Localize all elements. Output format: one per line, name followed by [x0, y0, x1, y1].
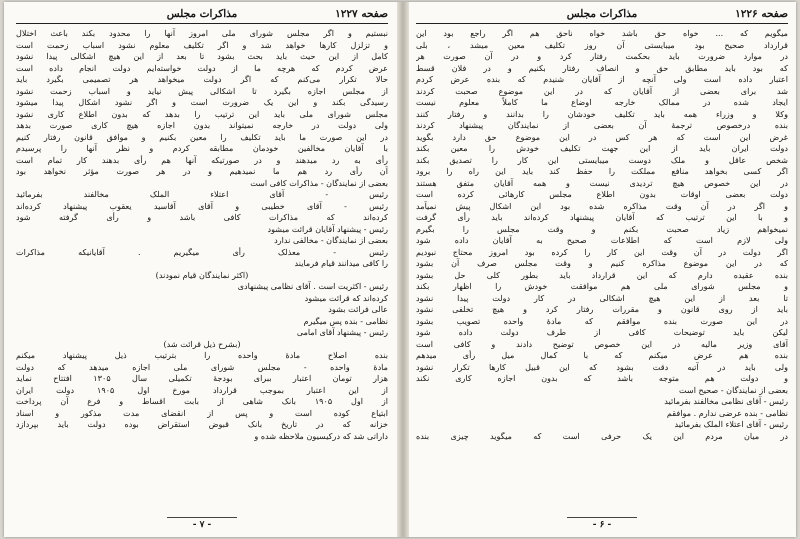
left-page-number: صفحه ۱۲۲۷ [335, 8, 388, 20]
text-line: را کافی میدانند قیام فرمایند [294, 258, 388, 268]
text-line: (اکثر نمایندگان قیام نمودند) [155, 269, 249, 280]
text-line: وکلا و وزراء همه باید تکلیف خودشان را بدانند و رفتار کنند [416, 108, 788, 119]
text-line: قرارداد صحیح بود میبایستی آن روز تکلیف معین میشد ، بلی [416, 39, 788, 50]
text-line: رئیس - آقای نظامی مخالفند بفرمائید [664, 396, 788, 406]
left-page-running-title: مذاکرات مجلس [166, 8, 238, 20]
text-line: ولی دولت در خارجه نمیتواند بدون اجازه هیچ کاری صورت بدهد [16, 120, 388, 130]
text-line: رئیس - پیشنهاد آقایان قرائت میشود [267, 223, 388, 234]
text-line: نبستیم و اگر مجلس شورای ملی امروز آنها را محدود بکند باعث اختلال [16, 28, 388, 38]
text-line: ولی لازم است که اطلاعات صحیح به آقایان داده شود [416, 235, 788, 245]
text-line: بعضی از نمایندگان - صحیح است [678, 384, 788, 395]
book-spread [4, 2, 796, 537]
text-line: رئیس - اکثریت است . آقای نظامی پیشنهادی [237, 281, 388, 291]
text-line: اعتبار داده است ولی آنچه از آقایان شنیدم که بنده عرض کردم [416, 74, 788, 84]
text-line: رئیس - آقای اعتلاء الملک مخالفند بفرمائید [16, 189, 388, 199]
text-line: در میان مردم این یک حرفی است که میگوید چیزی بنده [416, 430, 788, 441]
text-line: که بود باید مطابق حق و انصاف رفتار بکنیم و در فلان قسط [416, 62, 788, 73]
text-line: با آقایان مخالفین خودمان مطابقه کردم و نظر آنها را پرسیدم [16, 143, 388, 153]
right-page-header [416, 8, 788, 24]
text-line: ایجاد شده در ممالک خارجه اوضاع ما کاملاً معلوم نیست [416, 97, 788, 107]
text-line: میگویم که ... خواه حق باشد خواه ناحق هم اگر راجع بود این [416, 28, 788, 38]
text-line: خزانه که در تاریخ بانک قبوض استقراض بوده دولت باید بپردازد [16, 419, 388, 429]
text-line: و دولت هم متوجه باشد که بدون اجازه کاری نکند [416, 373, 788, 383]
text-line: در این صورت بنده موافقم که مادهٔ واحده تصویب بشود [416, 315, 788, 326]
text-line: بعضی از نمایندگان - مخالفی ندارد [274, 235, 388, 245]
left-page-footer: - ۷ - [16, 517, 388, 530]
text-line: از اول ۱۹۰۵ بانک شاهی از بابت اقساط و فرع آن پرداخت [16, 396, 388, 406]
text-line: شد برای بعضی از آقایان که در این موضوع صحبت کردند [416, 85, 788, 96]
text-line: دولت ایران باید از این جهت تکلیف خودش را معین بکند [416, 143, 788, 153]
text-line: بنده عقیده دارم که این قرارداد باید بطور کلی حل بشود [416, 269, 788, 280]
text-line: رئیس - پیشنهاد آقای امامی [296, 327, 388, 337]
text-line: عرض کردم که هرچه ما از دولت خواسته‌ایم دولت انجام داده است [16, 62, 388, 73]
text-line: و مجلس شورای ملی هم موافقت خودش را اظهار بکند [416, 281, 788, 291]
text-line: رأی به رد میدهند و در صورتیکه آنها هم رأی بدهند کار تمام است [16, 154, 388, 165]
text-line: اگر کسی بخواهد منافع مملکت را حفظ کند باید این راه را برود [416, 166, 788, 176]
text-line: آقای وزیر مالیه در این خصوص توضیح دادند و کافی است [416, 338, 788, 349]
text-line: باید از روی قانون و مقررات رفتار کرد و هیچ تخلفی نشود [416, 304, 788, 314]
text-line: مادهٔ واحده - مجلس شورای ملی اجازه میدهد که دولت [16, 361, 388, 372]
left-page-header [16, 8, 388, 24]
text-line: ابتیاع کوده است و پس از انقضای مدت مذکور و اسناد [16, 407, 388, 418]
right-page-body [416, 28, 788, 442]
text-line: هزار تومان اعتبار ببرای بودجهٔ تکمیلی سال ۱۳۰۵ افتتاح نماید [16, 373, 388, 383]
text-line: آن رأی رد هم ما نمیدهیم و در هر صورت مؤثر نخواهد بود [16, 166, 388, 176]
text-line: اگر دولت در آن وقت این کار را کرده بود امروز محتاج نبودیم [416, 246, 788, 257]
text-line: رئیس - آقای خطیبی و آقای آقاسید یعقوب پیشنهاد کرده‌اند [16, 200, 388, 211]
left-page-body [16, 28, 388, 442]
text-line: نظامی - بنده پس میگیرم [303, 315, 388, 326]
left-page [16, 8, 388, 530]
text-line: شخص عاقل و ملک دوست میبایستی این کار را تصدیق بکند [416, 154, 788, 165]
text-line: در موارد ضرورت باید بحکمت رفتار کرد و در آن صورت هر [416, 51, 788, 61]
text-line: عالی فرائت بشود [328, 304, 388, 314]
right-page-number: صفحه ۱۲۲۶ [735, 8, 788, 20]
text-line: از مجلس اجازه بگیرد تا اشکالی پیش نیاید و اسباب زحمت نشود [16, 85, 388, 96]
text-line: حالا تکرار می‌کنم که اگر دولت میخواهد هر تصمیمی بگیرد باید [16, 74, 388, 84]
text-line: غرض این است که هر کس در این موضوع حق دارد بگوید [416, 131, 788, 142]
text-line: و با این ترتیب که آقایان پیشنهاد کرده‌اند باید رأی گرفت [416, 212, 788, 222]
text-line: لیکن باید توضیحات کافی از طرف دولت داده شود [416, 327, 788, 337]
text-line: در این خصوص هیچ تردیدی نیست و همه آقایان متفق هستند [416, 177, 788, 188]
text-line: ولی باید در آتیه دقت بشود که این قبیل کارها تکرار نشود [416, 361, 788, 372]
text-line: در این صورت ما باید تکلیف را معین بکنیم و موافق قانون رفتار کنیم [16, 131, 388, 142]
text-line: از این اعتبار بموجب قرارداد مورخ اول ۱۹۰۵ دولت ایران [16, 384, 388, 395]
text-line: نظامی - بنده عرضی ندارم . موافقم [666, 407, 788, 418]
text-line: بنده هم عرض میکنم که با کمال میل رأی میدهم [416, 350, 788, 360]
text-line: و اگر در آن وقت مذاکره شده بود این اشکال پیش نمیآمد [416, 200, 788, 211]
text-line: مجلس شورای ملی باید این ترتیب را بدهد که بدون اطلاع کاری نشود [16, 108, 388, 119]
text-line: تا بعد از این هیچ اشکالی در کار دولت پیدا نشود [416, 292, 788, 303]
text-line: کرده‌اند که قرائت میشود [304, 292, 388, 303]
text-line: (بشرح ذیل قرائت شد) [163, 338, 241, 349]
text-line: و تزلزل کارها خواهد شد و اگر تکلیف معلوم نشود اسباب زحمت است [16, 39, 388, 50]
text-line: بعضی از نمایندگان - مذاکرات کافی است [250, 177, 388, 188]
text-line: نمیخواهم زیاد صحبت بکنم و وقت مجلس را بگیرم [416, 223, 788, 234]
text-line: کرده‌اند که مذاکرات کافی باشد و رأی گرفته شود [16, 212, 388, 222]
text-line: رئیس - معذلک رأی میگیریم . آقایانیکه مذاکرات [16, 246, 388, 257]
text-line: رئیس - آقای اعتلاء الملک بفرمائید [674, 419, 788, 429]
text-line: داراتی شد که درکیسیون ملاحظه شده و [254, 430, 388, 441]
right-page-running-title: مذاکرات مجلس [566, 8, 638, 20]
text-line: بنده اصلاح مادهٔ واحده را بترتیب ذیل پیشنهاد میکنم [16, 350, 388, 360]
text-line: که در این موضوع مذاکره کنیم و وقت مجلس صرف آن بشود [416, 258, 788, 268]
right-page-footer: - ۶ - [416, 517, 788, 530]
text-line: کامل از این حیث باید بحث بشود تا بعد از این هیچ اشکالی پیدا نشود [16, 51, 388, 61]
text-line: بنده درخصوص ترجمهٔ آن بعضی از نمایندگان پیشنهاد کردند [416, 120, 788, 130]
right-page [416, 8, 788, 530]
book-gutter [397, 2, 409, 537]
text-line: دولت بعضی اوقات بدون اطلاع مجلس کارهائی کرده است [416, 189, 788, 199]
text-line: رسیدگی بکند و این یک ضرورت است و اگر نشود اشکال پیدا میشود [16, 97, 388, 107]
